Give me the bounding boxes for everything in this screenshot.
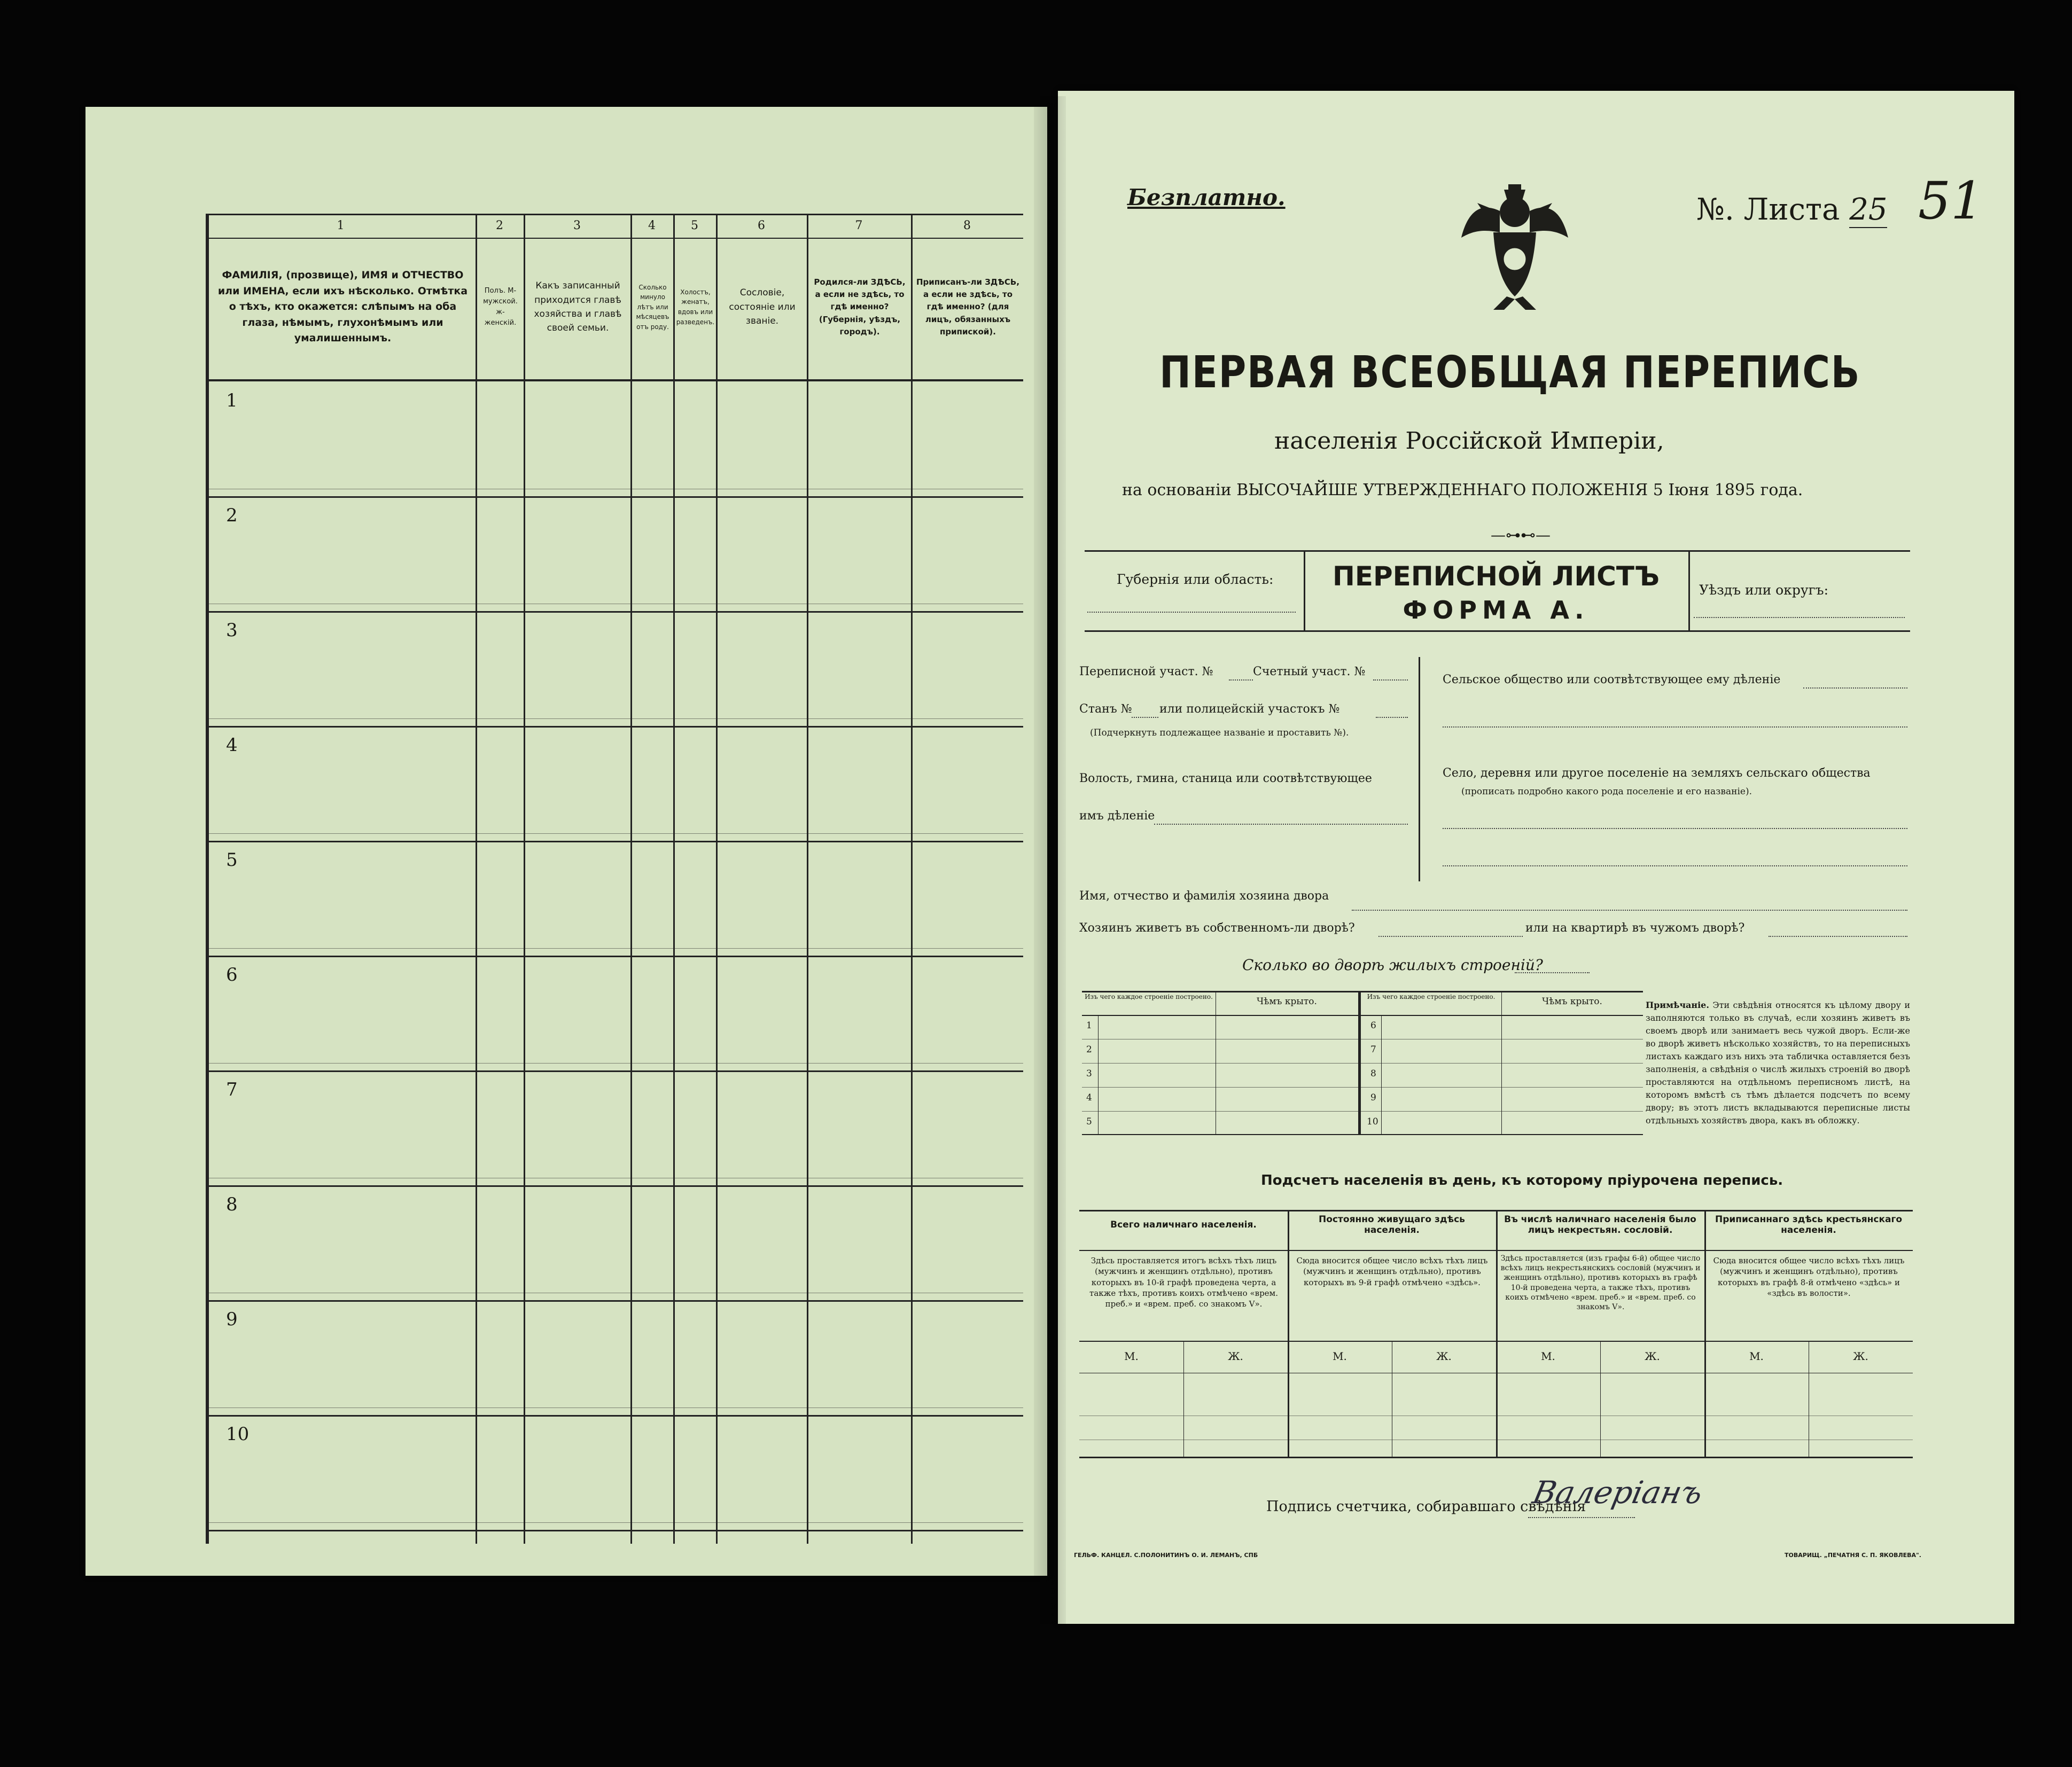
owner-lives-label: Хозяинъ живетъ въ собственномъ-ли дворѣ? bbox=[1079, 921, 1355, 935]
row-divider bbox=[206, 1185, 1023, 1187]
header-marital: Холостъ, женатъ, вдовъ или разведенъ. bbox=[676, 288, 715, 326]
zh-label: Ж. bbox=[1645, 1350, 1660, 1363]
column-number: 3 bbox=[573, 219, 581, 232]
build-row-number: 1 bbox=[1086, 1020, 1092, 1031]
column-number: 7 bbox=[855, 219, 863, 232]
zh-label: Ж. bbox=[1436, 1350, 1452, 1363]
row-subline bbox=[206, 1522, 1023, 1523]
owner-field[interactable] bbox=[1352, 910, 1907, 911]
legal-basis: на основаніи ВЫСОЧАЙШЕ УТВЕРЖДЕННАГО ПОЛОЖЕНІЯ 5 Іюня 1895 года. bbox=[1122, 481, 1803, 499]
column-number: 5 bbox=[691, 219, 698, 232]
m-label: М. bbox=[1749, 1350, 1764, 1363]
buildings-question: Сколько во дворѣ жилыхъ строеній? bbox=[1242, 956, 1543, 974]
row-number: 9 bbox=[226, 1309, 238, 1330]
tt-col bbox=[1704, 1210, 1706, 1458]
tally-title: Подсчетъ населенія въ день, къ которому пріурочена перепись. bbox=[1261, 1172, 1783, 1189]
printer-left: ГЕЛЬФ. КАНЦЕЛ. С.ПОЛОНИТИНЪ О. И. ЛЕМАНЪ, СПБ bbox=[1074, 1552, 1258, 1559]
tally-head-4: Приписаннаго здѣсь крестьянскаго населенія. bbox=[1715, 1214, 1903, 1236]
tally-text-3: Здѣсь проставляется (изъ графы 6-й) общее число всѣхъ лицъ некрестьянскихъ сословій (мужчинъ и женщинъ отдѣльно), противъ которыхъ въ графѣ 10-й проведена черта, а также тѣхъ, противъ коихъ отмѣчено «врем. преб.» и «врем. преб. со знакомъ V». bbox=[1500, 1254, 1701, 1311]
sheet-number: 25 bbox=[1849, 192, 1888, 227]
tally-table bbox=[1079, 1210, 1913, 1458]
column-number: 4 bbox=[648, 219, 656, 232]
row-number: 6 bbox=[226, 964, 238, 986]
table-header-divider bbox=[206, 379, 1023, 381]
form-title: ФОРМА А. bbox=[1403, 596, 1590, 624]
box-bottom bbox=[1085, 630, 1910, 632]
row-number: 1 bbox=[226, 390, 238, 411]
tt-col bbox=[1288, 1210, 1289, 1458]
uezd-label: Уѣздъ или округъ: bbox=[1699, 582, 1828, 598]
district-field[interactable] bbox=[1229, 679, 1253, 681]
row-number: 8 bbox=[226, 1194, 238, 1215]
uezd-field[interactable] bbox=[1694, 617, 1905, 618]
build-row-number: 5 bbox=[1086, 1116, 1092, 1127]
col-divider bbox=[524, 214, 525, 1544]
row-divider bbox=[206, 611, 1023, 613]
volost-field[interactable] bbox=[1154, 824, 1408, 825]
village-society-field[interactable] bbox=[1803, 687, 1907, 689]
header-sex: Полъ. М-мужской. ж-женскій. bbox=[483, 286, 518, 327]
build-row-number: 6 bbox=[1370, 1020, 1376, 1031]
build-row-number: 3 bbox=[1086, 1068, 1092, 1079]
row-number: 4 bbox=[226, 734, 238, 756]
col-divider bbox=[673, 214, 675, 1544]
gubernia-label: Губернія или область: bbox=[1117, 572, 1274, 587]
row-divider bbox=[206, 1415, 1023, 1417]
buildings-table bbox=[1082, 991, 1643, 1135]
row-subline bbox=[206, 718, 1023, 719]
village-label: Село, деревня или другое поселеніе на земляхъ сельскаго общества bbox=[1443, 767, 1871, 780]
own-yard-field[interactable] bbox=[1378, 936, 1523, 937]
imperial-eagle-emblem bbox=[1456, 179, 1574, 312]
page-subtitle: населенія Россійской Имперіи, bbox=[1274, 427, 1664, 455]
village-society-label: Сельское общество или соотвѣтствующее ему дѣленіе bbox=[1443, 673, 1781, 686]
row-subline bbox=[206, 1063, 1023, 1064]
bt-row bbox=[1082, 1063, 1643, 1064]
row-number: 10 bbox=[226, 1424, 250, 1445]
row-number: 2 bbox=[226, 505, 238, 526]
note-block bbox=[1646, 999, 1910, 1127]
sheet-label: №. Листа bbox=[1696, 192, 1840, 227]
census-person-table bbox=[206, 214, 1023, 1544]
build-row-number: 7 bbox=[1370, 1044, 1376, 1055]
tally-head-1: Всего наличнаго населенія. bbox=[1110, 1219, 1257, 1230]
row-number: 3 bbox=[226, 620, 238, 641]
apartment-label: или на квартирѣ въ чужомъ дворѣ? bbox=[1525, 921, 1745, 935]
row-subline bbox=[206, 948, 1023, 949]
underline-note: (Подчеркнуть подлежащее названіе и проставить №). bbox=[1090, 728, 1349, 738]
header-birthplace: Родился-ли ЗДѢСЬ, а если не здѣсь, то гдѣ именно? (Губернія, уѣздъ, городъ). bbox=[814, 277, 906, 337]
box-divider bbox=[1688, 550, 1690, 632]
build-col-roof: Чѣмъ крыто. bbox=[1257, 996, 1317, 1007]
tally-text-4: Сюда вносится общее число всѣхъ тѣхъ лицъ (мужчинъ и женщинъ отдѣльно), противъ которыхъ въ графѣ 8-й отмѣчено «здѣсь» и «здѣсь въ волости». bbox=[1713, 1256, 1905, 1298]
box-divider bbox=[1304, 550, 1305, 632]
header-registration: Приписанъ-ли ЗДѢСЬ, а если не здѣсь, то гдѣ именно? (для лицъ, обязанныхъ припиской). bbox=[916, 277, 1020, 337]
row-divider bbox=[206, 726, 1023, 728]
stan-field[interactable] bbox=[1132, 717, 1158, 718]
page-title: ПЕРВАЯ ВСЕОБЩАЯ ПЕРЕПИСЬ bbox=[1159, 347, 1861, 398]
count-field[interactable] bbox=[1373, 679, 1408, 681]
section-divider bbox=[1419, 657, 1420, 881]
header-age: Сколько минуло лѣтъ или мѣсяцевъ отъ роду. bbox=[636, 283, 669, 331]
header-estate: Сословіе, состояніе или званіе. bbox=[729, 287, 796, 327]
free-label: Безплатно. bbox=[1127, 184, 1286, 210]
tally-head-3: Въ числѣ наличнаго населенія было лицъ некрестьян. сословій. bbox=[1504, 1214, 1696, 1236]
signature-field[interactable] bbox=[1528, 1517, 1635, 1518]
column-number: 8 bbox=[963, 219, 971, 232]
bt-headline bbox=[1082, 1015, 1643, 1016]
stan-label: Станъ № bbox=[1079, 702, 1132, 716]
m-label: М. bbox=[1541, 1350, 1555, 1363]
build-col-material: Изъ чего каждое строеніе построено. bbox=[1085, 993, 1213, 1000]
tt-col bbox=[1496, 1210, 1498, 1458]
row-divider bbox=[206, 1530, 1023, 1531]
sheet-title: ПЕРЕПИСНОЙ ЛИСТЪ bbox=[1333, 561, 1660, 592]
signature-label: Подпись счетчика, собиравшаго свѣдѣнія bbox=[1266, 1498, 1586, 1515]
volost-label: Волость, гмина, станица или соотвѣтствующее bbox=[1079, 772, 1372, 785]
printer-right: ТОВАРИЩ. „ПЕЧАТНЯ С. П. ЯКОВЛЕВА". bbox=[1785, 1552, 1921, 1559]
row-number: 5 bbox=[226, 849, 238, 871]
row-number: 7 bbox=[226, 1079, 238, 1100]
zh-label: Ж. bbox=[1228, 1350, 1243, 1363]
col-divider bbox=[630, 214, 632, 1544]
m-label: М. bbox=[1124, 1350, 1139, 1363]
column-number: 6 bbox=[758, 219, 765, 232]
police-label: или полицейскій участокъ № bbox=[1159, 702, 1340, 716]
build-row-number: 4 bbox=[1086, 1092, 1092, 1103]
count-label: Счетный участ. № bbox=[1253, 665, 1366, 678]
book-fold bbox=[1034, 96, 1066, 1624]
zh-label: Ж. bbox=[1853, 1350, 1868, 1363]
col-divider bbox=[716, 214, 718, 1544]
apartment-field[interactable] bbox=[1769, 936, 1907, 937]
row-divider bbox=[206, 496, 1023, 498]
village-society-field-2[interactable] bbox=[1443, 726, 1907, 728]
build-row-number: 8 bbox=[1370, 1068, 1376, 1079]
bt-row bbox=[1082, 1087, 1643, 1088]
village-field[interactable] bbox=[1443, 828, 1907, 829]
col-divider bbox=[807, 214, 808, 1544]
district-label: Переписной участ. № bbox=[1079, 665, 1213, 678]
bt-numcol bbox=[1098, 1015, 1099, 1135]
tally-text-1: Здѣсь проставляется итогъ всѣхъ тѣхъ лицъ (мужчинъ и женщинъ отдѣльно), противъ которыхъ въ 10-й графѣ проведена черта, а также тѣхъ, противъ коихъ отмѣчено «врем. преб.» и «врем. преб. со знакомъ V». bbox=[1089, 1256, 1278, 1309]
header-relation: Какъ записанный приходится главѣ хозяйства и главѣ своей семьи. bbox=[534, 280, 622, 334]
gubernia-field[interactable] bbox=[1087, 612, 1296, 613]
build-row-number: 10 bbox=[1367, 1116, 1378, 1127]
archive-number: 51 bbox=[1918, 171, 1984, 231]
village-field-2[interactable] bbox=[1443, 865, 1907, 866]
row-subline bbox=[206, 833, 1023, 834]
col-divider bbox=[911, 214, 913, 1544]
bt-row bbox=[1082, 1111, 1643, 1112]
col-divider bbox=[476, 214, 477, 1544]
village-note: (прописать подробно какого рода поселеніе и его названіе). bbox=[1461, 786, 1752, 797]
sheet-number-label bbox=[1696, 192, 1887, 227]
row-divider bbox=[206, 1070, 1023, 1072]
ornament: —⊶⊷— bbox=[1491, 526, 1551, 544]
build-row-number: 2 bbox=[1086, 1044, 1092, 1055]
tally-text-2: Сюда вносится общее число всѣхъ тѣхъ лицъ (мужчинъ и женщинъ отдѣльно), противъ которыхъ въ 9-й графѣ отмѣчено «здѣсь». bbox=[1296, 1256, 1488, 1287]
table-border-left bbox=[206, 214, 209, 1544]
column-number: 2 bbox=[496, 219, 503, 232]
tally-head-2: Постоянно живущаго здѣсь населенія. bbox=[1319, 1214, 1465, 1236]
row-divider bbox=[206, 1300, 1023, 1302]
owner-label: Имя, отчество и фамилія хозяина двора bbox=[1079, 889, 1329, 903]
row-divider bbox=[206, 841, 1023, 842]
row-divider bbox=[206, 956, 1023, 957]
box-top bbox=[1085, 550, 1910, 552]
bt-numcol bbox=[1381, 1015, 1382, 1135]
note-title: Примѣчаніе. bbox=[1646, 1000, 1709, 1010]
note-text: Эти свѣдѣнія относятся къ цѣлому двору и заполняются только въ случаѣ, если хозяинъ живетъ въ своемъ дворѣ или занимаетъ весь чужой дворъ. Если-же во дворѣ живетъ нѣсколько хозяйствъ, то на переписныхъ листахъ каждаго изъ нихъ эта табличка оставляется безъ заполненія, а свѣдѣнія о числѣ жилыхъ строеній во дворѣ проставляются на отдѣльномъ переписномъ листѣ, на которомъ вмѣстѣ съ тѣмъ дѣлается подсчетъ по всему двору; въ этотъ листъ вкладываются переписные листы отдѣльныхъ хозяйствъ двора, какъ въ обложку. bbox=[1646, 1000, 1911, 1125]
buildings-field[interactable] bbox=[1515, 972, 1590, 973]
column-number: 1 bbox=[337, 219, 345, 232]
enumerator-signature: Валеріанъ bbox=[1529, 1474, 1706, 1511]
bt-bottom bbox=[1082, 1134, 1643, 1135]
police-field[interactable] bbox=[1376, 717, 1408, 718]
build-col-material: Изъ чего каждое строеніе построено. bbox=[1367, 993, 1495, 1000]
volost-label-2: имъ дѣленіе bbox=[1079, 809, 1155, 823]
build-row-number: 9 bbox=[1370, 1092, 1376, 1103]
header-name: ФАМИЛІЯ, (прозвище), ИМЯ и ОТЧЕСТВО или ИМЕНА, если ихъ нѣсколько. Отмѣтка о тѣхъ, кто окажется: слѣпымъ на оба глаза, нѣмымъ, глухонѣмымъ или умалишеннымъ. bbox=[217, 269, 468, 345]
m-label: М. bbox=[1333, 1350, 1347, 1363]
build-col-roof: Чѣмъ крыто. bbox=[1542, 996, 1602, 1007]
bt-top bbox=[1082, 991, 1643, 992]
